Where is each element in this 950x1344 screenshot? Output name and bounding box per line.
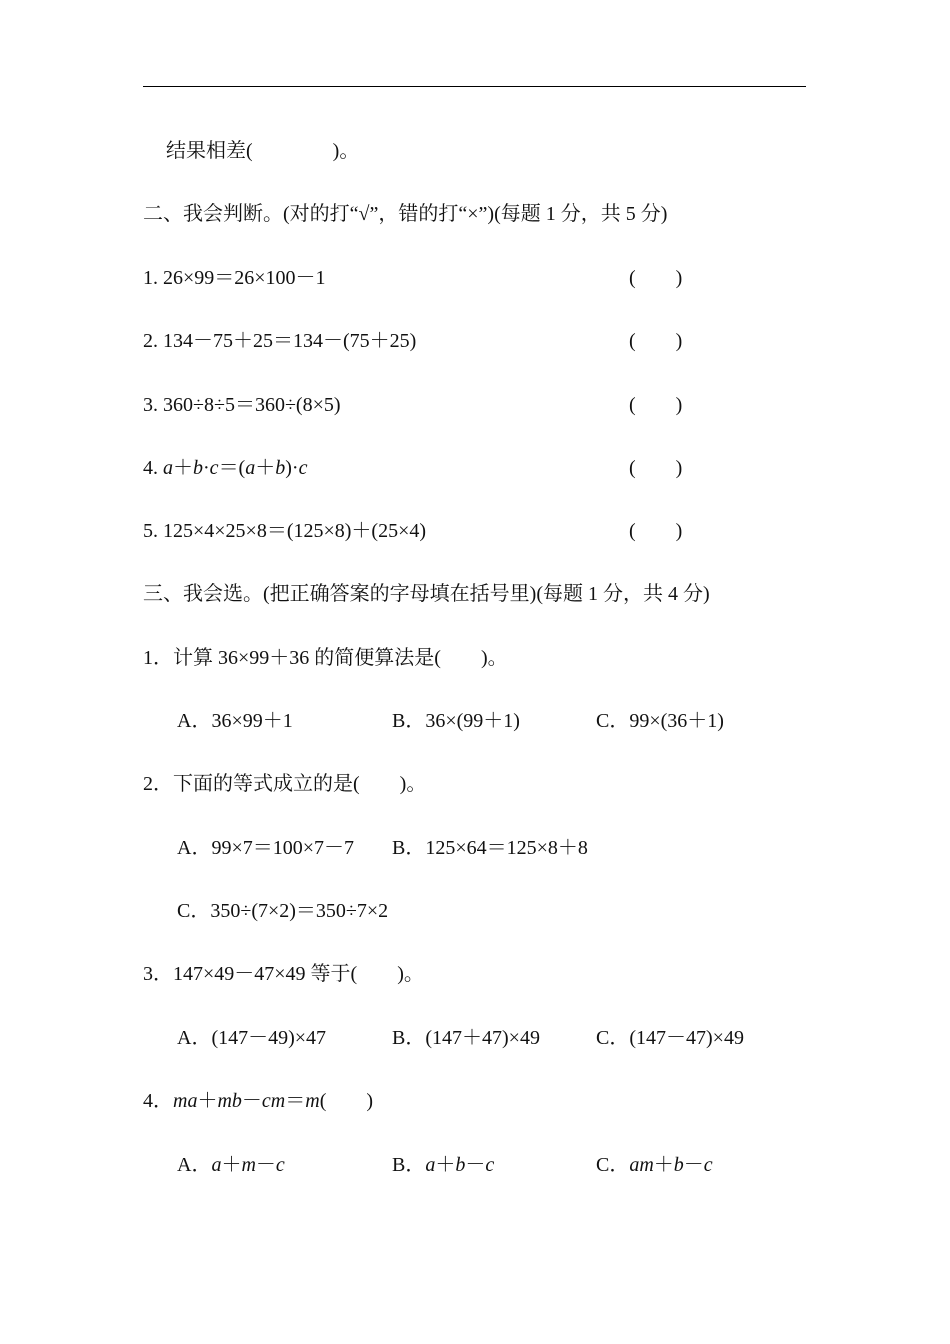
q1-option-c[interactable]: C．99×(36＋1) <box>596 710 724 732</box>
judge-item-2: 2. 134－75＋25＝134－(75＋25) <box>143 330 417 352</box>
answer-blank-1[interactable]: ( ) <box>629 267 683 289</box>
choice-question-3: 3．147×49－47×49 等于( )。 <box>143 963 424 985</box>
q3-option-a[interactable]: A．(147－49)×47 <box>177 1027 327 1049</box>
q1-option-a[interactable]: A．36×99＋1 <box>177 710 293 732</box>
q2-option-b[interactable]: B．125×64＝125×8＋8 <box>392 837 588 859</box>
answer-blank-4[interactable]: ( ) <box>629 457 683 479</box>
q3-option-c[interactable]: C．(147－47)×49 <box>596 1027 744 1049</box>
choice-question-1: 1．计算 36×99＋36 的简便算法是( )。 <box>143 647 508 669</box>
q4-option-c[interactable]: C．am＋b－c <box>596 1154 713 1176</box>
judge-item-4: 4. a＋b·c＝(a＋b)·c <box>143 457 308 479</box>
intro-text: 结果相差( )。 <box>166 140 360 162</box>
q2-option-c[interactable]: C．350÷(7×2)＝350÷7×2 <box>177 900 389 922</box>
answer-blank-3[interactable]: ( ) <box>629 394 683 416</box>
q2-option-a[interactable]: A．99×7＝100×7－7 <box>177 837 355 859</box>
header-rule <box>143 86 806 87</box>
q4-option-b[interactable]: B．a＋b－c <box>392 1154 495 1176</box>
judge-item-1: 1. 26×99＝26×100－1 <box>143 267 326 289</box>
choice-question-2: 2．下面的等式成立的是( )。 <box>143 773 427 795</box>
judge-item-3: 3. 360÷8÷5＝360÷(8×5) <box>143 394 341 416</box>
q1-option-b[interactable]: B．36×(99＋1) <box>392 710 520 732</box>
judge-item-5: 5. 125×4×25×8＝(125×8)＋(25×4) <box>143 520 427 542</box>
answer-blank-5[interactable]: ( ) <box>629 520 683 542</box>
choice-question-4: 4．ma＋mb－cm＝m( ) <box>143 1090 374 1112</box>
section3-heading: 三、我会选。(把正确答案的字母填在括号里)(每题 1 分，共 4 分) <box>143 583 710 605</box>
answer-blank-2[interactable]: ( ) <box>629 330 683 352</box>
q4-option-a[interactable]: A．a＋m－c <box>177 1154 285 1176</box>
section2-heading: 二、我会判断。(对的打“√”，错的打“×”)(每题 1 分，共 5 分) <box>143 203 668 225</box>
q3-option-b[interactable]: B．(147＋47)×49 <box>392 1027 540 1049</box>
